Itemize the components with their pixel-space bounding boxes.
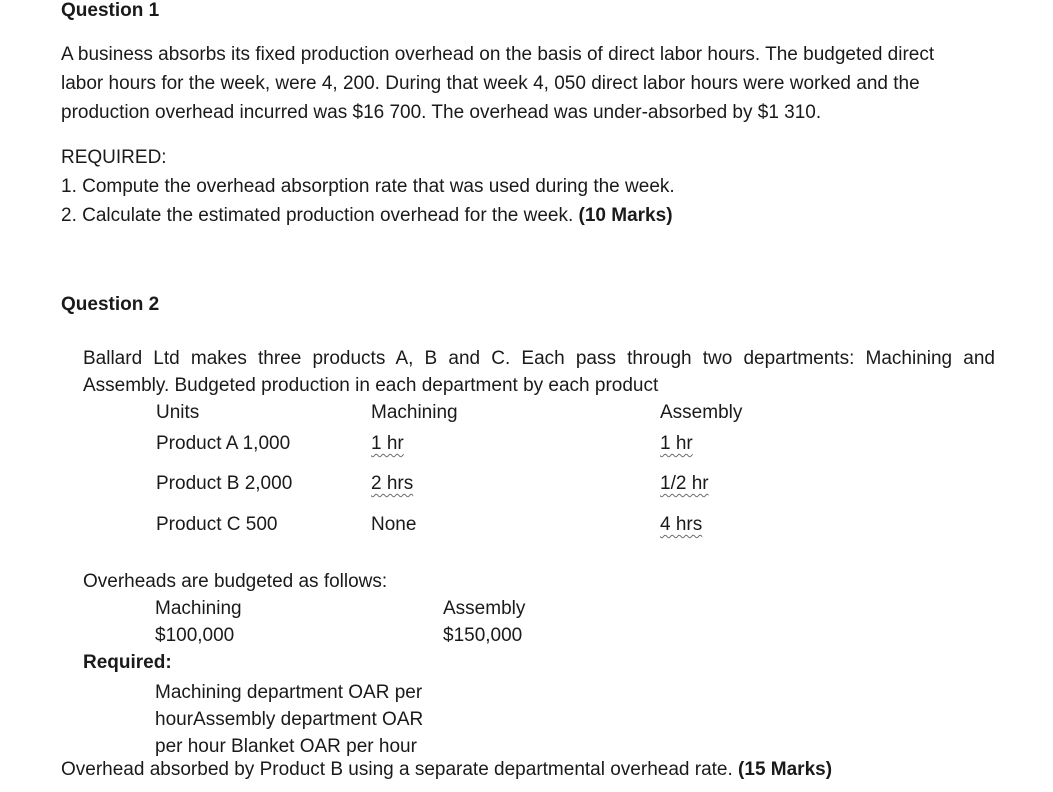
table-row-b-machining: 2 hrs bbox=[371, 473, 414, 494]
question-2-required-label: Required: bbox=[83, 652, 172, 673]
question-1-item-2 bbox=[61, 205, 673, 227]
table-row-c-assembly: 4 hrs bbox=[660, 514, 703, 535]
question-2-final-line bbox=[61, 759, 832, 781]
table-row-a-machining: 1 hr bbox=[371, 433, 404, 454]
overheads-assembly-value: $150,000 bbox=[443, 625, 523, 646]
question-2-intro: Ballard Ltd makes three products A, B and C. Each pass through two departments: Machining and Assembly. Budgeted production in each department by each product bbox=[83, 348, 995, 396]
table-row-a-assembly: 1 hr bbox=[660, 433, 693, 454]
table-row-b-units: Product B 2,000 bbox=[156, 473, 293, 494]
question-2-final-text: Overhead absorbed by Product B using a separate departmental overhead rate. bbox=[61, 759, 733, 780]
overheads-label: Overheads are budgeted as follows: bbox=[83, 571, 388, 592]
question-2-marks: (15 Marks) bbox=[738, 759, 833, 780]
overheads-assembly-label: Assembly bbox=[443, 598, 526, 619]
question-1-marks: (10 Marks) bbox=[578, 205, 673, 226]
question-1-paragraph: A business absorbs its fixed production overhead on the basis of direct labor hours. The budgeted direct labor hours for the week, were 4, 200. During that week 4, 050 direct labor hours were worked and the production overhead incurred was $16 700. The overhead was under-absorbed by $1 310. bbox=[61, 44, 935, 123]
table-header-machining: Machining bbox=[371, 402, 458, 423]
table-row-c-machining: None bbox=[371, 514, 417, 535]
table-row-b-assembly: 1/2 hr bbox=[660, 473, 709, 494]
question-1-item-1: 1. Compute the overhead absorption rate that was used during the week. bbox=[61, 176, 675, 197]
table-row-c-units: Product C 500 bbox=[156, 514, 278, 535]
question-2-heading: Question 2 bbox=[61, 294, 160, 315]
question-1-required-label: REQUIRED: bbox=[61, 147, 167, 168]
table-row-a-units: Product A 1,000 bbox=[156, 433, 291, 454]
overheads-machining-label: Machining bbox=[155, 598, 242, 619]
question-1-item-2-text: 2. Calculate the estimated production overhead for the week. bbox=[61, 205, 574, 226]
question-1-heading: Question 1 bbox=[61, 0, 160, 21]
table-header-units: Units bbox=[156, 402, 200, 423]
question-2-required-text: Machining department OAR per hourAssembly department OAR per hour Blanket OAR per hour bbox=[155, 682, 424, 757]
table-header-assembly: Assembly bbox=[660, 402, 743, 423]
overheads-machining-value: $100,000 bbox=[155, 625, 235, 646]
